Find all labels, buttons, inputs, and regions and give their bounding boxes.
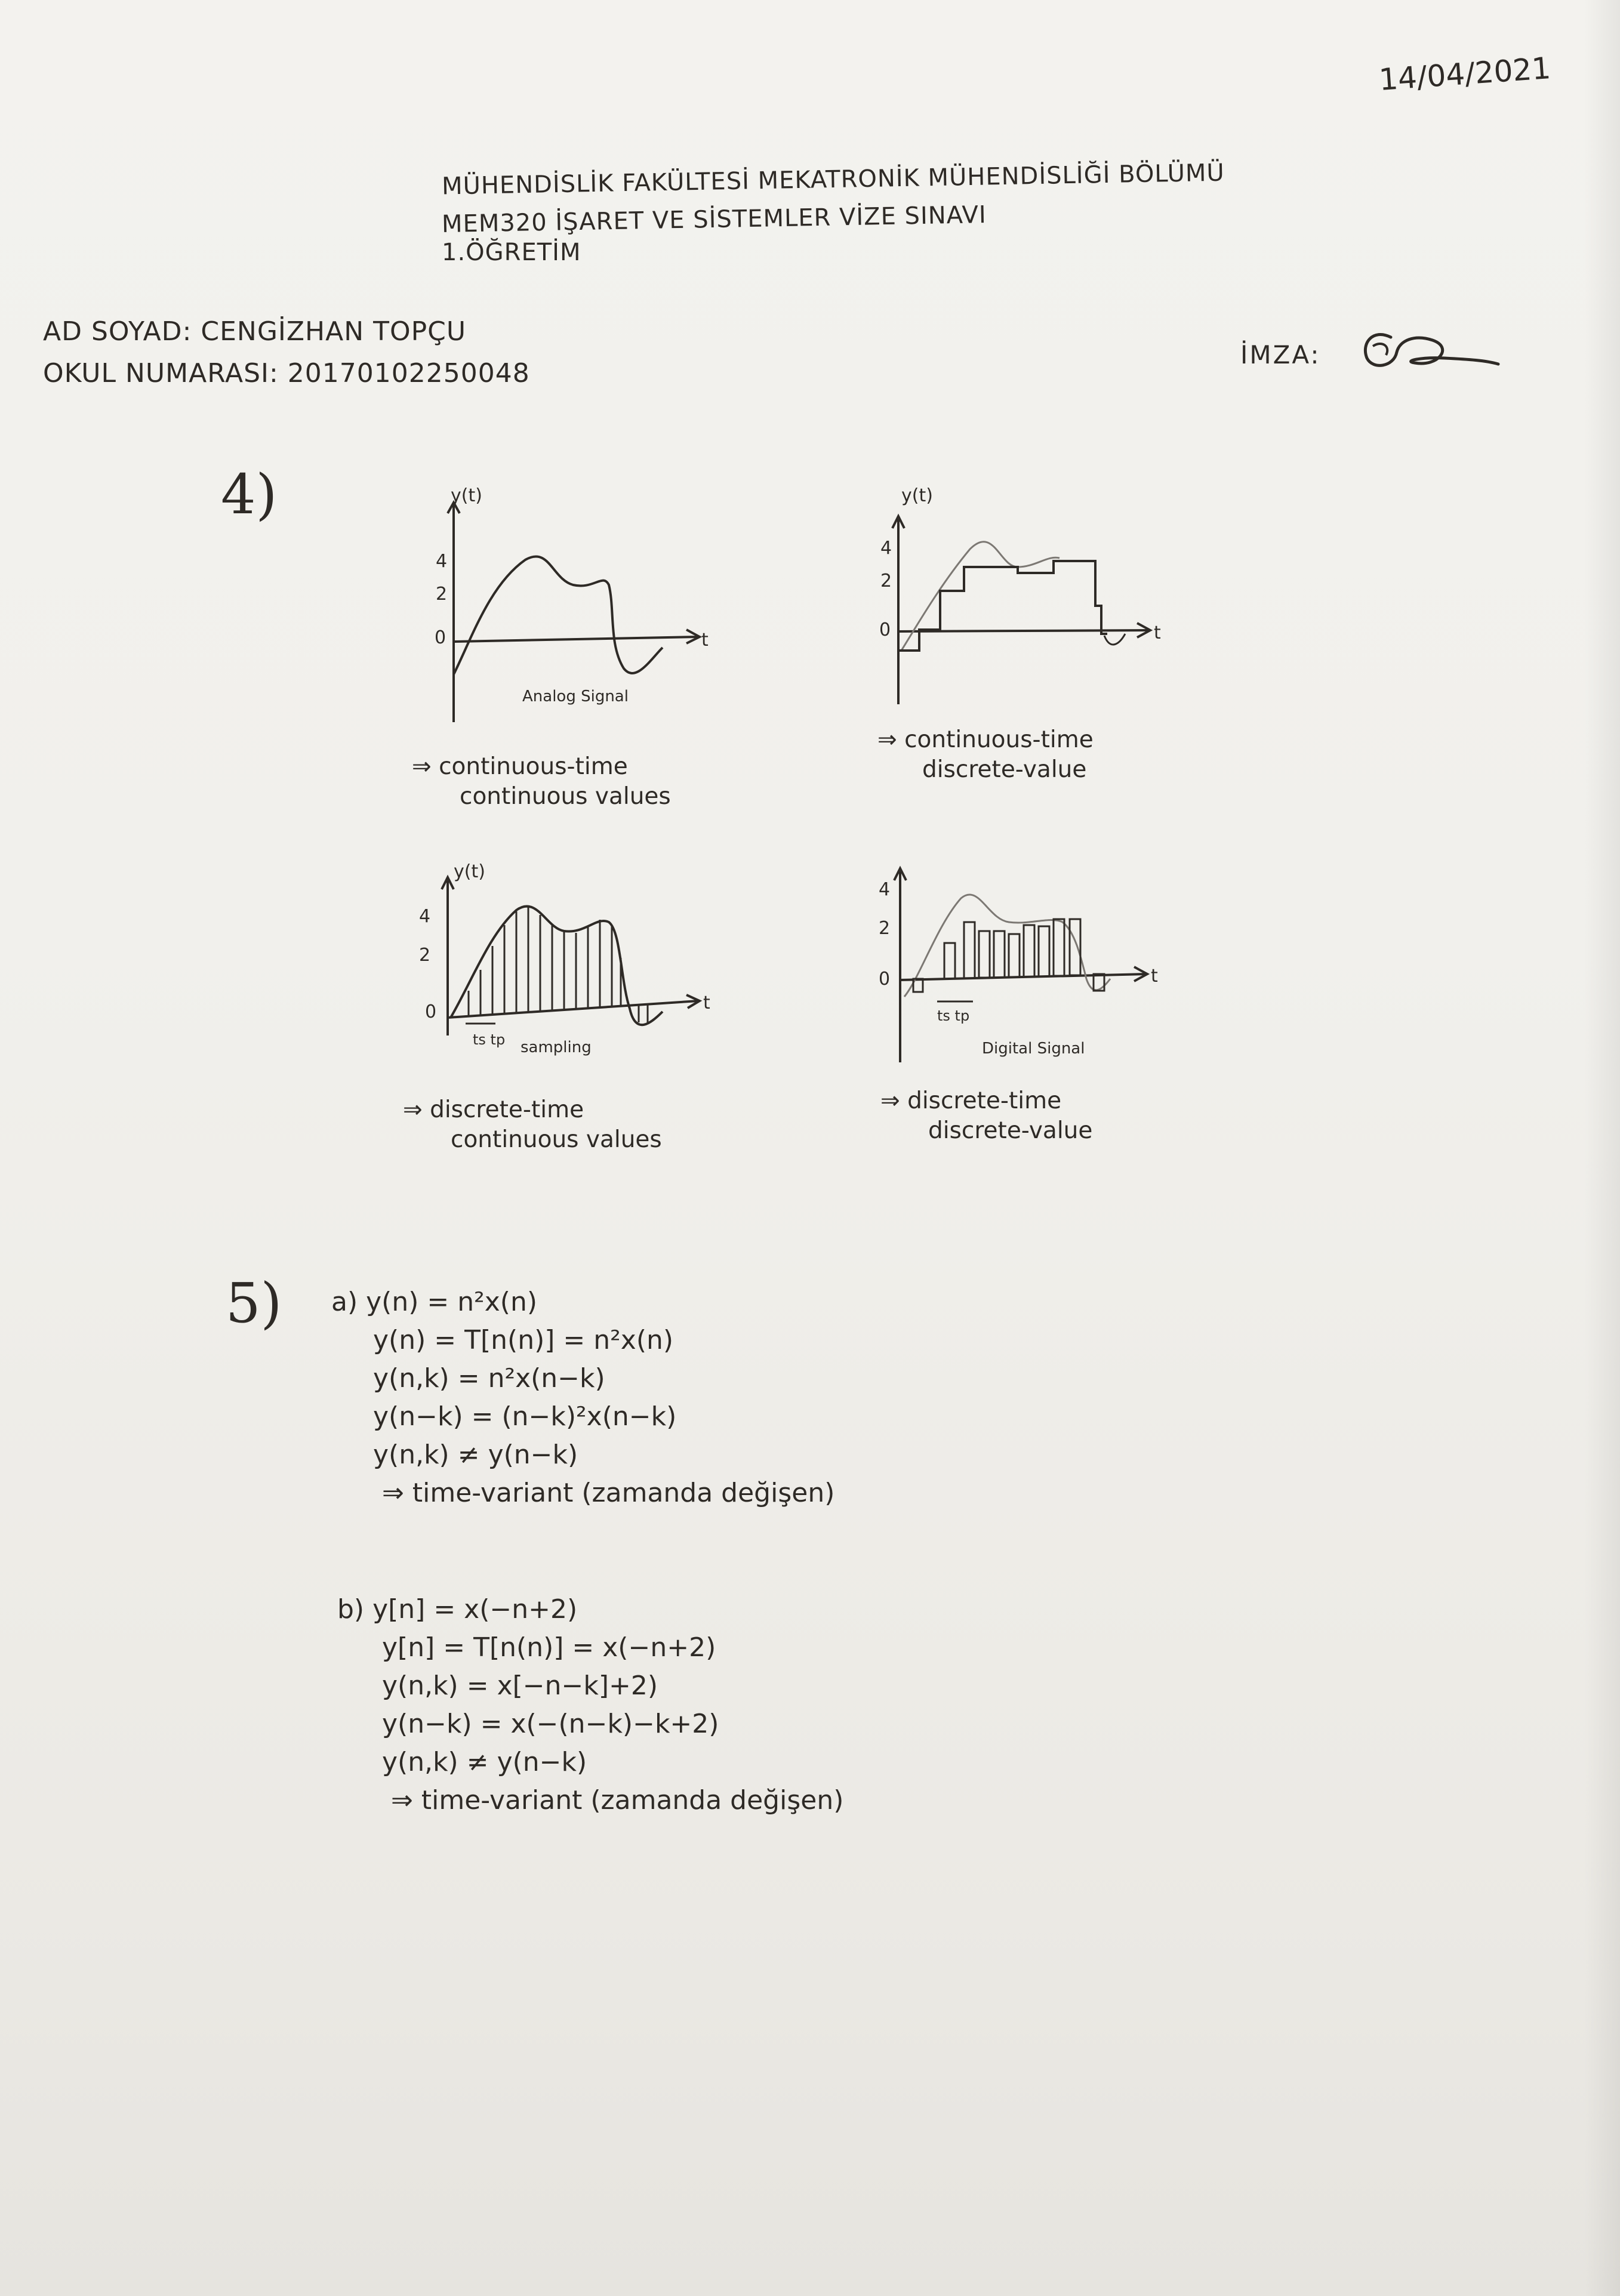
graph-a-tick-2: 2 [436, 584, 448, 605]
graph-d-answer-line1: ⇒ discrete-time [880, 1087, 1062, 1114]
q5a-line6: ⇒ time-variant (zamanda değişen) [382, 1478, 835, 1508]
graph-a-tick-0: 0 [435, 627, 446, 648]
graph-d-tick-0: 0 [879, 969, 891, 990]
faculty-header: MÜHENDİSLİK FAKÜLTESİ MEKATRONİK MÜHENDİSLİĞİ BÖLÜMÜ [441, 159, 1225, 201]
graph-d-xlabel: t [1151, 966, 1158, 987]
graph-b-tick-2: 2 [880, 571, 892, 591]
graph-b-tick-4: 4 [880, 538, 892, 559]
graph-b-ylabel: y(t) [901, 485, 933, 506]
graph-c-tick-note: ts tp [473, 1031, 506, 1048]
graph-a-tick-4: 4 [436, 551, 448, 572]
graph-a-ylabel: y(t) [451, 485, 482, 506]
student-name: AD SOYAD: CENGİZHAN TOPÇU [43, 316, 467, 347]
q5b-line1: b) y[n] = x(−n+2) [337, 1594, 578, 1625]
graph-c-tick-2: 2 [419, 945, 431, 966]
q5a-line2: y(n) = T[n(n)] = n²x(n) [373, 1325, 674, 1355]
graph-d-caption: Digital Signal [982, 1040, 1085, 1058]
graph-digital [871, 859, 1182, 1074]
graph-d-answer [880, 1086, 1092, 1146]
graph-sampling [418, 862, 716, 1089]
graph-c-tick-4: 4 [419, 906, 431, 927]
graph-a-caption: Analog Signal [522, 688, 629, 705]
q5a-line3: y(n,k) = n²x(n−k) [373, 1363, 605, 1394]
q5b-line3: y(n,k) = x[−n−k]+2) [382, 1671, 658, 1701]
signature-label: İMZA: [1240, 340, 1321, 369]
graph-c-answer-line2: continuous values [451, 1126, 662, 1153]
graph-d-answer-line2: discrete-value [928, 1117, 1093, 1144]
graph-c-answer-line1: ⇒ discrete-time [403, 1096, 584, 1123]
question-4-number: 4) [221, 463, 278, 526]
graph-b-answer-line1: ⇒ continuous-time [877, 726, 1094, 753]
graph-c-tick-0: 0 [425, 1001, 437, 1022]
signature-scribble [1349, 316, 1504, 382]
digital-bars [913, 919, 1104, 992]
graph-d-tick-2: 2 [879, 918, 891, 939]
q5b-line2: y[n] = T[n(n)] = x(−n+2) [382, 1632, 716, 1663]
page-edge-shadow [1584, 0, 1620, 2296]
graph-analog [430, 485, 716, 728]
q5a-line4: y(n−k) = (n−k)²x(n−k) [373, 1401, 677, 1432]
q5-part-a [331, 1283, 834, 1512]
q5a-line1: a) y(n) = n²x(n) [331, 1287, 537, 1317]
graph-a-answer-line2: continuous values [460, 783, 671, 810]
q5b-line4: y(n−k) = x(−(n−k)−k+2) [382, 1709, 719, 1739]
exam-date: 14/04/2021 [1378, 51, 1552, 97]
question-5-number: 5) [226, 1271, 282, 1335]
graph-b-answer-line2: discrete-value [922, 756, 1087, 783]
graph-a-answer [412, 752, 671, 812]
graph-a-answer-line1: ⇒ continuous-time [412, 753, 628, 780]
graph-c-caption: sampling [521, 1038, 592, 1056]
q5b-line5: y(n,k) ≠ y(n−k) [382, 1747, 587, 1777]
session-header: 1.ÖĞRETİM [442, 239, 581, 266]
graph-c-ylabel: y(t) [454, 861, 485, 882]
graph-b-answer [877, 725, 1094, 785]
graph-c-xlabel: t [703, 993, 710, 1013]
graph-b-tick-0: 0 [879, 620, 891, 640]
course-header: MEM320 İŞARET VE SİSTEMLER VİZE SINAVI [441, 201, 987, 238]
graph-d-tick-note: ts tp [937, 1007, 970, 1024]
q5a-line5: y(n,k) ≠ y(n−k) [373, 1440, 578, 1470]
graph-d-tick-4: 4 [879, 879, 891, 900]
graph-c-answer [403, 1095, 662, 1155]
q5-part-b [337, 1591, 843, 1820]
q5b-line6: ⇒ time-variant (zamanda değişen) [391, 1785, 844, 1816]
student-number: OKUL NUMARASI: 20170102250048 [43, 358, 530, 389]
graph-quantized [874, 477, 1173, 716]
graph-b-xlabel: t [1154, 622, 1161, 643]
graph-a-xlabel: t [701, 630, 709, 651]
